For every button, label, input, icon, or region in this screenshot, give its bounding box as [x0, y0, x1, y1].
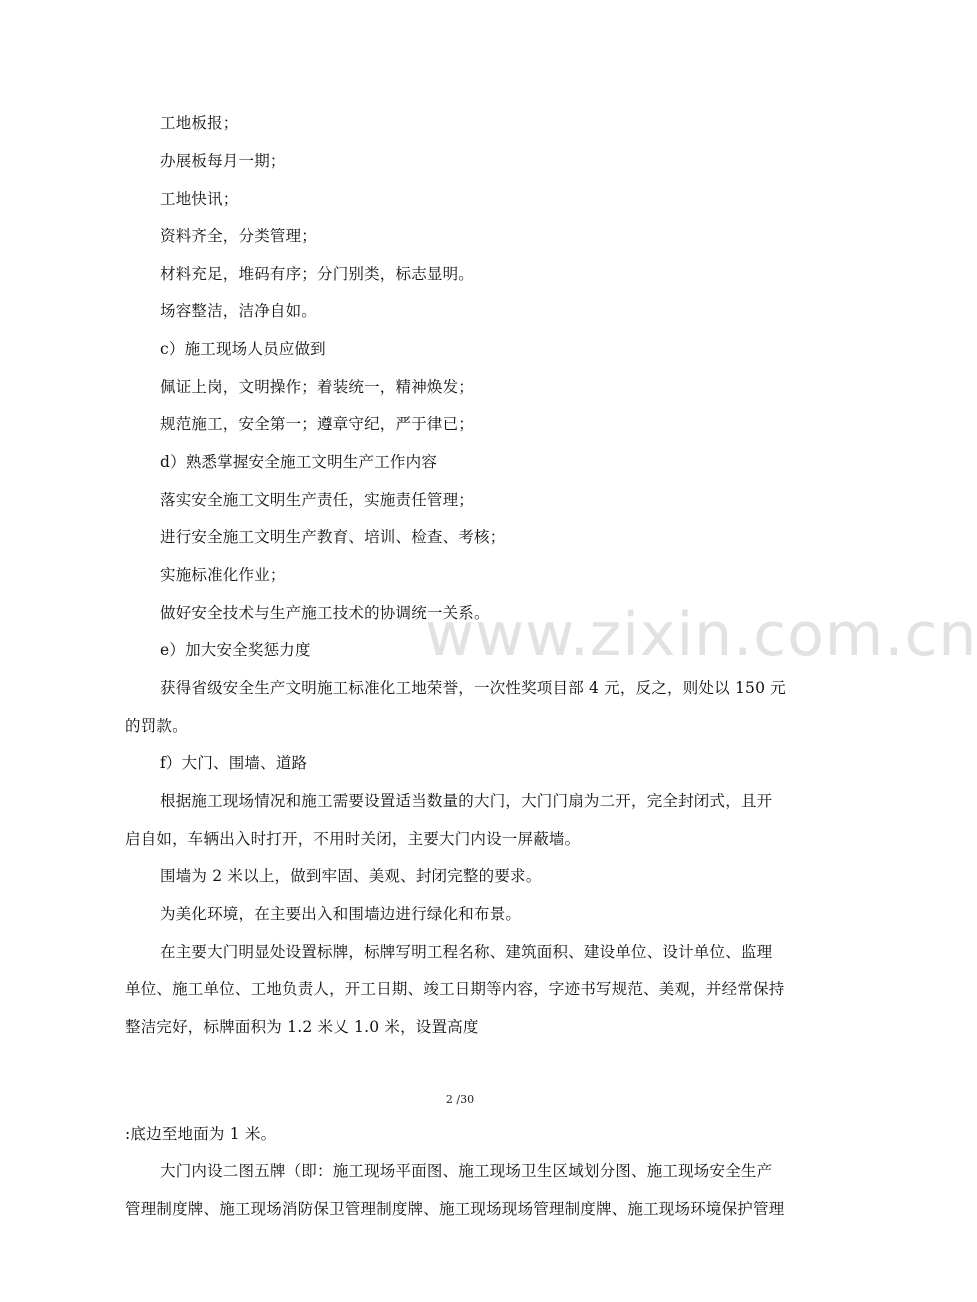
text-line: 做好安全技术与生产施工技术的协调统一关系。 [160, 604, 490, 622]
section-heading-c: c）施工现场人员应做到 [160, 340, 326, 358]
text-line: 规范施工，安全第一；遵章守纪，严于律已； [160, 415, 475, 433]
text-line: 办展板每月一期； [160, 152, 286, 170]
text-line: 落实安全施工文明生产责任，实施责任管理； [160, 491, 475, 509]
section-heading-d: d）熟悉掌握安全施工文明生产工作内容 [160, 453, 438, 471]
text-line: 启自如，车辆出入时打开，不用时关闭，主要大门内设一屏蔽墙。 [125, 830, 581, 848]
text-line: 工地板报； [160, 114, 239, 132]
text-line: 资料齐全，分类管理； [160, 227, 318, 245]
section-heading-e: e）加大安全奖惩力度 [160, 641, 311, 659]
text-line: 在主要大门明显处设置标牌，标牌写明工程名称、建筑面积、建设单位、设计单位、监理 [160, 943, 773, 961]
text-line: 围墙为 2 米以上，做到牢固、美观、封闭完整的要求。 [160, 867, 542, 885]
text-line: 佩证上岗，文明操作；着装统一，精神焕发； [160, 378, 475, 396]
text-line: :底边至地面为 1 米。 [125, 1125, 277, 1143]
text-line: 根据施工现场情况和施工需要设置适当数量的大门，大门门扇为二开，完全封闭式，且开 [160, 792, 773, 810]
text-line: 材料充足，堆码有序；分门别类，标志显明。 [160, 265, 475, 283]
text-line: 大门内设二图五牌（即：施工现场平面图、施工现场卫生区域划分图、施工现场安全生产 [160, 1162, 773, 1180]
text-line: 的罚款。 [125, 717, 188, 735]
text-line: 整洁完好，标牌面积为 1.2 米乂 1.0 米，设置高度 [125, 1018, 479, 1036]
watermark: www.zixin.com.cn [425, 600, 977, 670]
text-line: 管理制度牌、施工现场消防保卫管理制度牌、施工现场现场管理制度牌、施工现场环境保护管理 [125, 1200, 785, 1218]
text-line: 进行安全施工文明生产教育、培训、检查、考核； [160, 528, 506, 546]
section-heading-f: f）大门、围墙、道路 [160, 754, 308, 772]
text-line: 单位、施工单位、工地负责人，开工日期、竣工日期等内容，字迹书写规范、美观，并经常保持 [125, 980, 785, 998]
text-line: 场容整洁，洁净自如。 [160, 302, 318, 320]
page-number: 2 /30 [445, 1093, 475, 1106]
text-line: 为美化环境，在主要出入和围墙边进行绿化和布景。 [160, 905, 522, 923]
text-line: 实施标准化作业； [160, 566, 286, 584]
text-line: 工地快讯； [160, 190, 239, 208]
text-line: 获得省级安全生产文明施工标准化工地荣誉，一次性奖项目部 4 元，反之，则处以 150 元 [160, 679, 786, 697]
